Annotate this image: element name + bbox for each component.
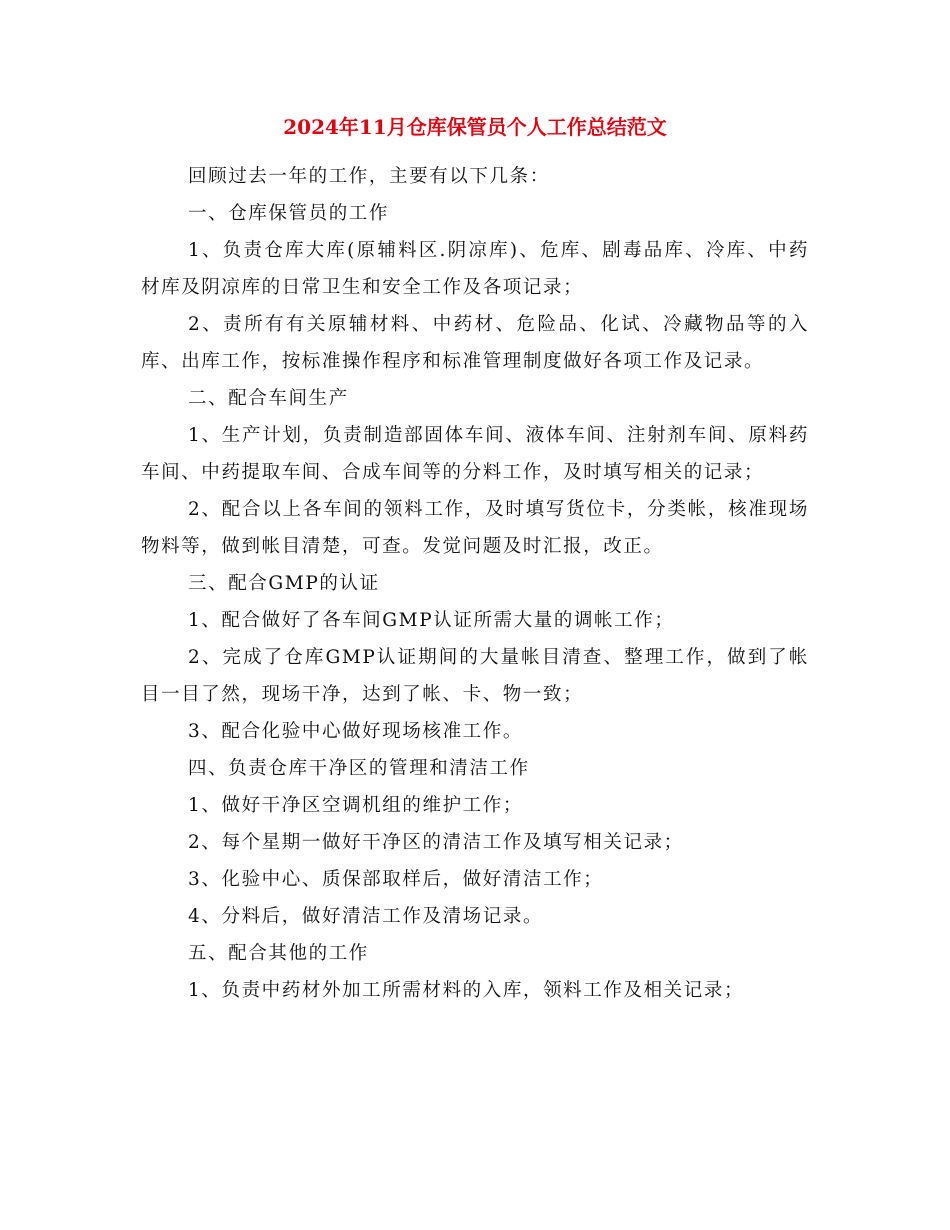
- paragraph: 2、每个星期一做好干净区的清洁工作及填写相关记录；: [188, 832, 684, 853]
- section-heading: 四、负责仓库干净区的管理和清洁工作: [188, 758, 530, 779]
- document-title: 2024年11月仓库保管员个人工作总结范文: [283, 115, 667, 139]
- paragraph: 3、化验中心、质保部取样后，做好清洁工作；: [188, 869, 604, 890]
- paragraph: 回顾过去一年的工作，主要有以下几条：: [188, 166, 550, 187]
- paragraph: 2、责所有有关原辅材料、中药材、危险品、化试、冷藏物品等的入库、出库工作，按标准操作程序和标准管理制度做好各项工作及记录。: [141, 314, 809, 372]
- paragraph: 2、配合以上各车间的领料工作，及时填写货位卡，分类帐，核准现场物料等，做到帐目清楚，可查。发觉问题及时汇报，改正。: [141, 499, 809, 557]
- section-heading: 五、配合其他的工作: [188, 943, 369, 964]
- section-heading: 一、仓库保管员的工作: [188, 203, 390, 224]
- paragraph: 1、负责中药材外加工所需材料的入库，领料工作及相关记录；: [188, 980, 745, 1001]
- paragraph: 1、生产计划，负责制造部固体车间、液体车间、注射剂车间、原料药车间、中药提取车间、合成车间等的分料工作，及时填写相关的记录；: [141, 425, 809, 483]
- paragraph: 2、完成了仓库GMP认证期间的大量帐目清查、整理工作，做到了帐目一目了然，现场干净，达到了帐、卡、物一致；: [141, 647, 809, 705]
- paragraph: 1、配合做好了各车间GMP认证所需大量的调帐工作；: [188, 610, 675, 631]
- paragraph: 1、负责仓库大库(原辅料区.阴凉库)、危库、剧毒品库、冷库、中药材库及阴凉库的日常卫生和安全工作及各项记录；: [141, 240, 809, 298]
- section-heading: 二、配合车间生产: [188, 388, 349, 409]
- document-body: [141, 158, 809, 1009]
- section-heading: 三、配合GMP的认证: [188, 573, 380, 594]
- paragraph: 4、分料后，做好清洁工作及清场记录。: [188, 906, 544, 927]
- paragraph: 3、配合化验中心做好现场核准工作。: [188, 721, 523, 742]
- document-page: [141, 112, 809, 1009]
- paragraph: 1、做好干净区空调机组的维护工作；: [188, 795, 523, 816]
